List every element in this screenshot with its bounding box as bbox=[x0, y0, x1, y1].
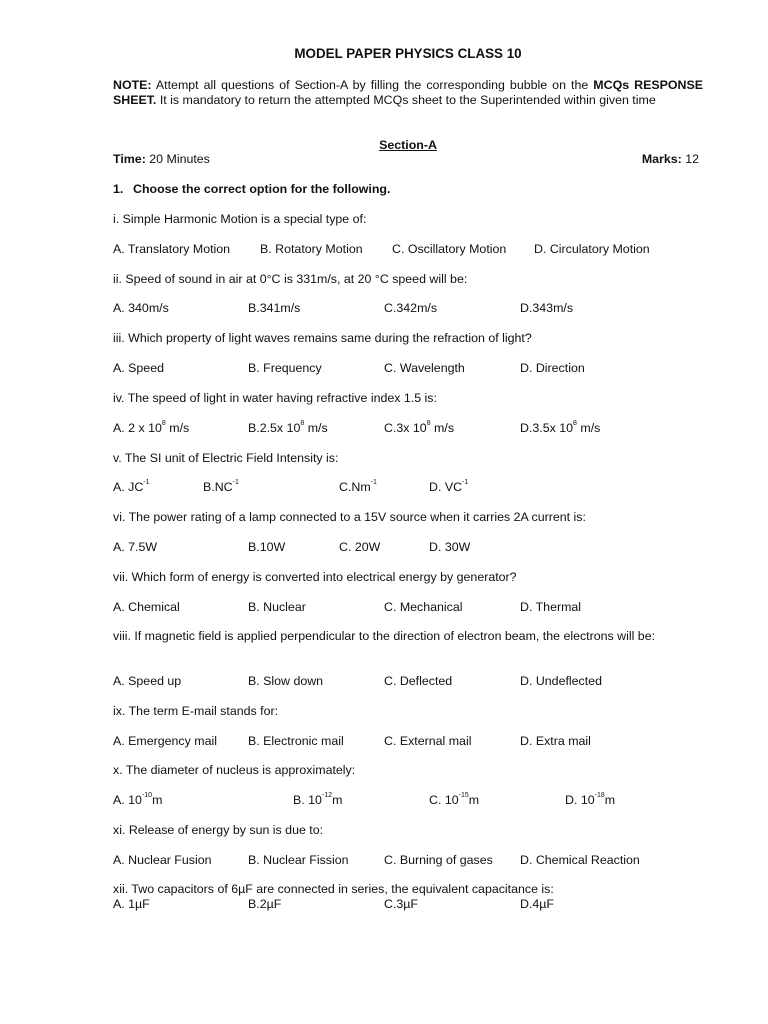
option-d: D.4µF bbox=[520, 897, 554, 911]
option-exponent: -10 bbox=[141, 792, 153, 799]
time-value: 20 Minutes bbox=[145, 152, 210, 166]
option-text: B.2.5x 10 bbox=[248, 421, 301, 435]
section-title: Section-A bbox=[379, 138, 437, 152]
option-text: B. 10 bbox=[293, 793, 322, 807]
marks-info bbox=[642, 152, 699, 166]
option-exponent: -15 bbox=[458, 792, 469, 799]
option-a bbox=[113, 793, 162, 807]
option-exponent: 8 bbox=[300, 420, 305, 427]
option-unit: m bbox=[468, 793, 480, 807]
option-unit: m/s bbox=[304, 421, 328, 435]
option-b bbox=[203, 480, 239, 494]
option-b: B.341m/s bbox=[248, 301, 301, 315]
option-text: D. VC bbox=[429, 480, 463, 494]
option-c: C. Burning of gases bbox=[384, 853, 493, 867]
option-b: B. Rotatory Motion bbox=[260, 242, 363, 256]
option-d: D. Extra mail bbox=[520, 734, 591, 748]
option-c: C. External mail bbox=[384, 734, 472, 748]
option-c: C. 20W bbox=[339, 540, 381, 554]
time-info bbox=[113, 152, 210, 166]
question-text: i. Simple Harmonic Motion is a special type of: bbox=[113, 212, 367, 226]
option-text: D. 10 bbox=[565, 793, 595, 807]
option-d: D. 30W bbox=[429, 540, 471, 554]
option-unit: m bbox=[604, 793, 616, 807]
option-b: B. Slow down bbox=[248, 674, 324, 688]
option-c: C. Deflected bbox=[384, 674, 453, 688]
option-exponent: -1 bbox=[462, 479, 469, 486]
option-d bbox=[520, 421, 600, 435]
option-d: D. Undeflected bbox=[520, 674, 602, 688]
option-row bbox=[113, 242, 713, 258]
option-text: C.Nm bbox=[339, 480, 371, 494]
question-text: ix. The term E-mail stands for: bbox=[113, 704, 279, 718]
option-row bbox=[113, 674, 713, 690]
option-b: B.10W bbox=[248, 540, 286, 554]
option-d bbox=[429, 480, 468, 494]
option-d: D. Chemical Reaction bbox=[520, 853, 640, 867]
option-a: A. 1µF bbox=[113, 897, 150, 911]
option-row bbox=[113, 480, 713, 496]
option-a: A. Speed up bbox=[113, 674, 182, 688]
note-bold-1: MCQs RESPONSE SHEET. bbox=[113, 78, 704, 107]
marks-label: Marks: bbox=[641, 152, 682, 166]
option-row bbox=[113, 600, 713, 616]
option-exponent: -12 bbox=[321, 792, 333, 799]
option-c bbox=[339, 480, 377, 494]
question-text: viii. If magnetic field is applied perpendicular to the direction of electron beam, the electrons will be: bbox=[113, 629, 656, 643]
page-title: MODEL PAPER PHYSICS CLASS 10 bbox=[294, 46, 522, 61]
option-row bbox=[113, 853, 713, 869]
option-d: D. Circulatory Motion bbox=[534, 242, 650, 256]
question-text: xii. Two capacitors of 6µF are connected in series, the equivalent capacitance is: bbox=[113, 882, 554, 896]
option-row bbox=[113, 421, 713, 437]
option-a: A. Nuclear Fusion bbox=[113, 853, 212, 867]
option-b: B. Nuclear Fission bbox=[248, 853, 349, 867]
option-c: C. Wavelength bbox=[384, 361, 465, 375]
option-b bbox=[293, 793, 342, 807]
note-text-2: It is mandatory to return the attempted MCQs sheet to the Superintended within given time bbox=[156, 93, 656, 107]
option-exponent: 8 bbox=[573, 420, 577, 427]
option-a: A. Chemical bbox=[113, 600, 180, 614]
question-text: iv. The speed of light in water having refractive index 1.5 is: bbox=[113, 391, 437, 405]
time-label: Time: bbox=[113, 152, 146, 166]
note-paragraph bbox=[113, 78, 703, 108]
question-text: vii. Which form of energy is converted into electrical energy by generator? bbox=[113, 570, 517, 584]
option-c: C. Mechanical bbox=[384, 600, 463, 614]
question-text: ii. Speed of sound in air at 0°C is 331m/s, at 20 °C speed will be: bbox=[113, 272, 468, 286]
option-c bbox=[429, 793, 479, 807]
option-text: A. 2 x 10 bbox=[113, 421, 162, 435]
option-c: C. Oscillatory Motion bbox=[392, 242, 507, 256]
option-a: A. Speed bbox=[113, 361, 164, 375]
option-row bbox=[113, 897, 713, 913]
option-a: A. 340m/s bbox=[113, 301, 169, 315]
option-row bbox=[113, 540, 713, 556]
option-text: B.NC bbox=[203, 480, 233, 494]
option-unit: m bbox=[332, 793, 343, 807]
option-a bbox=[113, 480, 150, 494]
question-text: x. The diameter of nucleus is approximately: bbox=[113, 763, 356, 777]
option-unit: m/s bbox=[165, 421, 190, 435]
question-text: v. The SI unit of Electric Field Intensity is: bbox=[113, 451, 339, 465]
option-exponent: 8 bbox=[426, 420, 431, 427]
option-exponent: -1 bbox=[232, 479, 239, 486]
option-exponent: 8 bbox=[161, 420, 166, 427]
option-row bbox=[113, 361, 713, 377]
note-label: NOTE: bbox=[113, 78, 152, 92]
option-c: C.3µF bbox=[384, 897, 418, 911]
option-text: A. JC bbox=[113, 480, 144, 494]
option-unit: m/s bbox=[430, 421, 455, 435]
option-row bbox=[113, 734, 713, 750]
option-c bbox=[384, 421, 454, 435]
option-unit: m bbox=[152, 793, 163, 807]
option-d: D.343m/s bbox=[520, 301, 574, 315]
option-a: A. Translatory Motion bbox=[113, 242, 231, 256]
question-text: iii. Which property of light waves remains same during the refraction of light? bbox=[113, 331, 532, 345]
option-a bbox=[113, 421, 189, 435]
question-text: vi. The power rating of a lamp connected to a 15V source when it carries 2A current is: bbox=[113, 510, 586, 524]
option-b bbox=[248, 421, 328, 435]
option-text: C. 10 bbox=[429, 793, 459, 807]
question-number: 1. bbox=[113, 182, 124, 196]
option-a: A. Emergency mail bbox=[113, 734, 217, 748]
marks-value: 12 bbox=[681, 152, 699, 166]
option-exponent: -1 bbox=[143, 479, 150, 486]
option-exponent: -1 bbox=[370, 479, 377, 486]
option-unit: m/s bbox=[576, 421, 601, 435]
question-heading-text: Choose the correct option for the following. bbox=[133, 182, 391, 196]
option-row bbox=[113, 301, 713, 317]
option-b: B. Electronic mail bbox=[248, 734, 344, 748]
option-d: D. Direction bbox=[520, 361, 585, 375]
option-b: B. Frequency bbox=[248, 361, 322, 375]
option-exponent: -18 bbox=[594, 792, 605, 799]
option-text: A. 10 bbox=[113, 793, 142, 807]
exam-meta bbox=[113, 152, 703, 166]
option-b: B. Nuclear bbox=[248, 600, 306, 614]
question-text: xi. Release of energy by sun is due to: bbox=[113, 823, 324, 837]
option-c: C.342m/s bbox=[384, 301, 438, 315]
option-row bbox=[113, 793, 713, 809]
option-d: D. Thermal bbox=[520, 600, 582, 614]
option-a: A. 7.5W bbox=[113, 540, 158, 554]
option-text: C.3x 10 bbox=[384, 421, 427, 435]
option-text: D.3.5x 10 bbox=[520, 421, 574, 435]
option-d bbox=[565, 793, 615, 807]
question-heading bbox=[113, 182, 390, 196]
option-b: B.2µF bbox=[248, 897, 282, 911]
note-text-1: Attempt all questions of Section-A by filling the corresponding bubble on the bbox=[151, 78, 594, 92]
